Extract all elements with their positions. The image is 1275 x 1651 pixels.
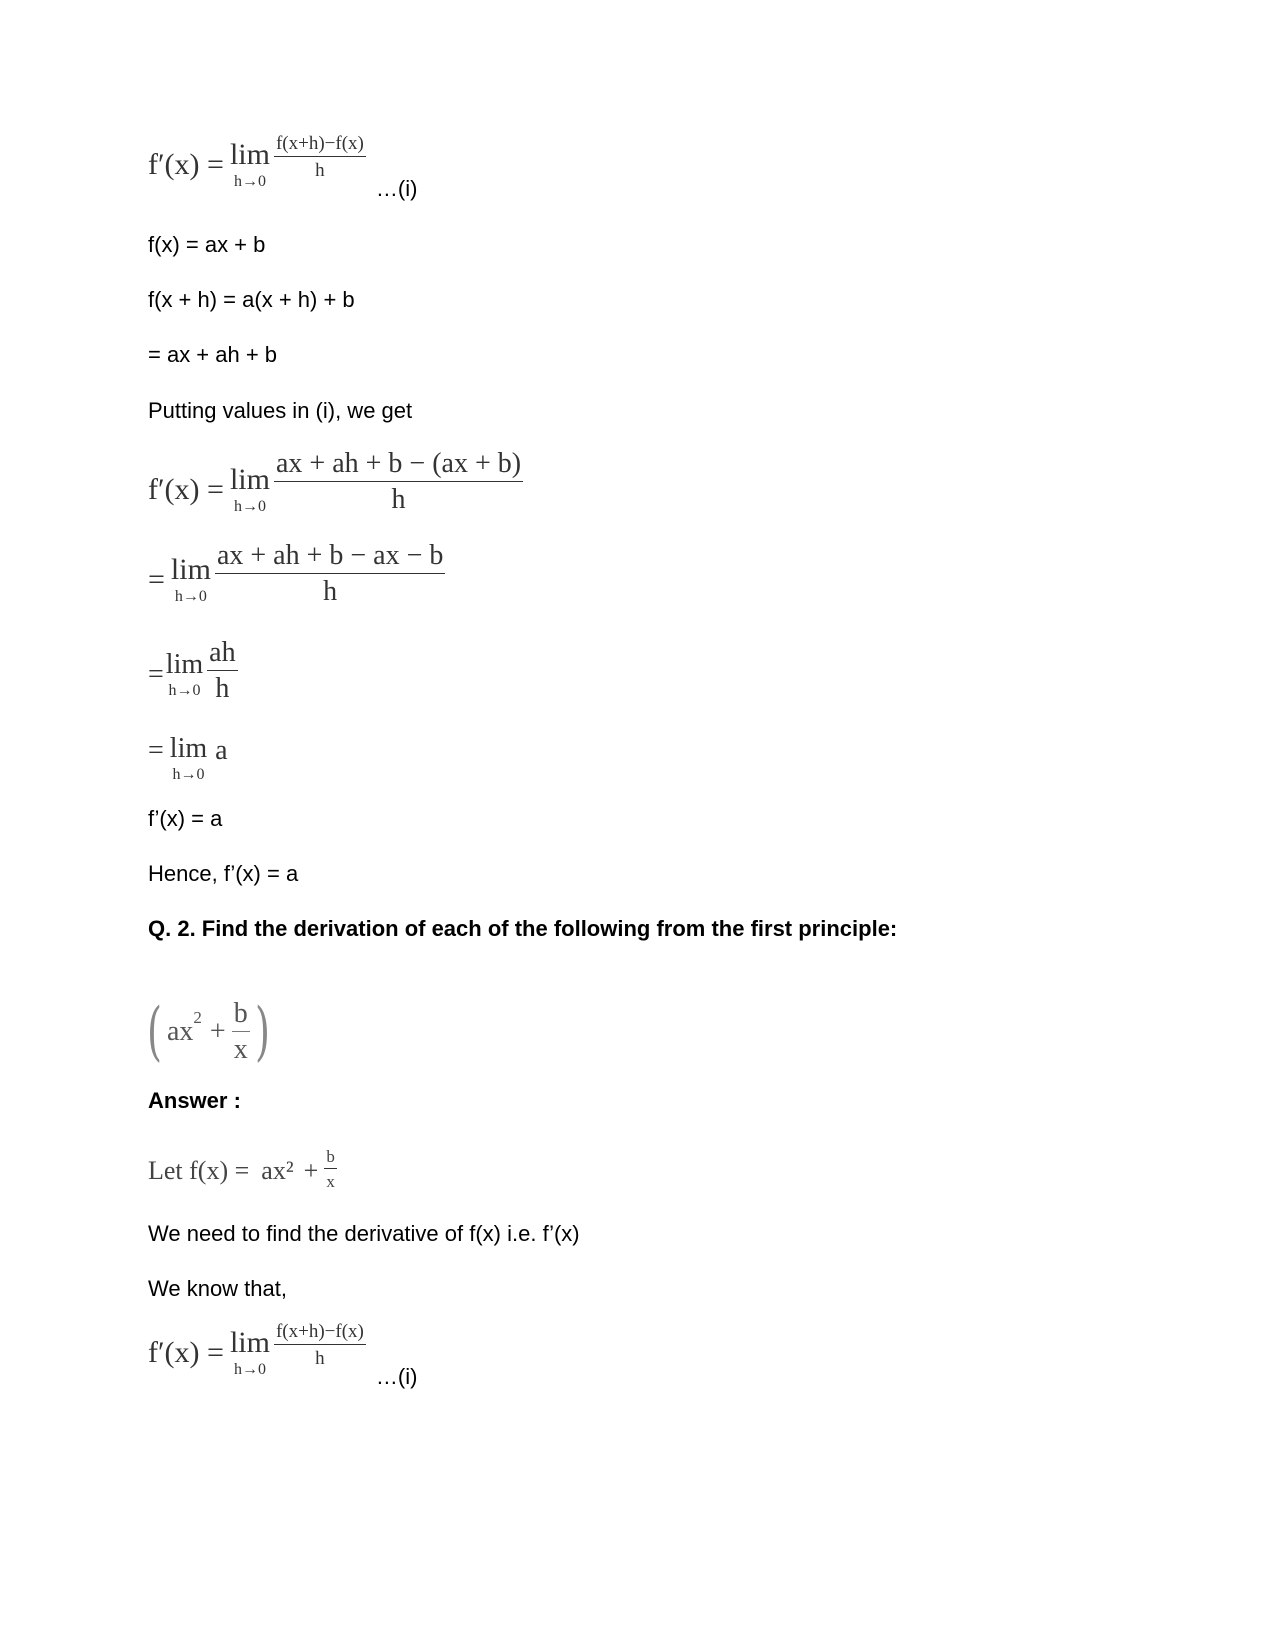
line-fxh: f(x + h) = a(x + h) + b — [148, 287, 355, 312]
answer-label: Answer : — [148, 1088, 241, 1113]
fraction — [274, 134, 366, 180]
equation-tag: …(i) — [375, 1364, 418, 1389]
line-result: f’(x) = a — [148, 806, 223, 831]
denominator: h — [315, 1348, 325, 1369]
limit-operator: lim h→0 — [229, 463, 270, 515]
question-expression: ( ax 2 + $\frac{b}{x}$ ) — [146, 995, 270, 1069]
final-limit-equation: = lim h→0 a — [148, 733, 228, 783]
derivative-definition-equation-2: f′(x) = lim h→0 $\frac{f(x+h)-f(x)}{h}$ …(i) — [148, 1321, 418, 1389]
numerator: ax + ah + b − (ax + b) — [275, 448, 522, 479]
line-putting: Putting values in (i), we get — [148, 398, 413, 423]
line-know: We know that, — [148, 1276, 287, 1301]
function-definition: Let f(x) = ax² + $\frac{b}{x}$ — [148, 1147, 335, 1191]
right-paren: ) — [254, 995, 270, 1069]
line-expand: = ax + ah + b — [148, 342, 278, 367]
simplified-limit-equation: = lim h→0 $\frac{ah}{h}$ — [148, 637, 236, 704]
equation-tag: …(i) — [375, 176, 418, 201]
limit-body: a — [215, 735, 228, 766]
line-need: We need to find the derivative of f(x) i.e. f’(x) — [148, 1221, 580, 1246]
fraction: $\frac{b}{x}$ — [326, 1147, 335, 1191]
line-hence: Hence, f’(x) = a — [148, 861, 299, 886]
fraction — [207, 639, 237, 703]
numerator: f(x+h)−f(x) — [275, 133, 364, 154]
denominator: h — [391, 484, 406, 515]
numerator: ax + ah + b − ax − b — [216, 540, 444, 571]
denominator: h — [315, 160, 325, 181]
denominator: h — [215, 673, 230, 704]
limit-operator: lim h→0 — [165, 649, 204, 699]
substituted-limit-equation: f′(x) = lim h→0 $\frac{ax + ah + b - (ax + b)}{h}$ — [148, 448, 522, 515]
eq-lhs: f′(x) = — [148, 148, 224, 181]
expanded-limit-equation: = lim h→0 $\frac{ax + ah + b - ax - b}{h}$ — [148, 540, 444, 607]
line-fx: f(x) = ax + b — [148, 232, 266, 257]
left-paren: ( — [146, 995, 162, 1069]
fraction — [274, 450, 523, 514]
numerator: ah — [209, 637, 236, 668]
question-heading: Q. 2. Find the derivation of each of the following from the first principle: — [148, 916, 898, 941]
limit-operator: lim h→0 — [229, 138, 270, 190]
fraction — [274, 1322, 366, 1368]
limit-operator: lim h→0 — [169, 733, 208, 783]
limit-operator: lim h→0 — [170, 553, 211, 605]
denominator: h — [323, 576, 338, 607]
derivative-definition-equation — [148, 133, 418, 201]
limit-operator: lim h→0 — [229, 1326, 270, 1378]
fraction: $\frac{b}{x}$ — [233, 998, 248, 1065]
fraction — [215, 542, 445, 606]
numerator: f(x+h)−f(x) — [275, 1321, 364, 1342]
